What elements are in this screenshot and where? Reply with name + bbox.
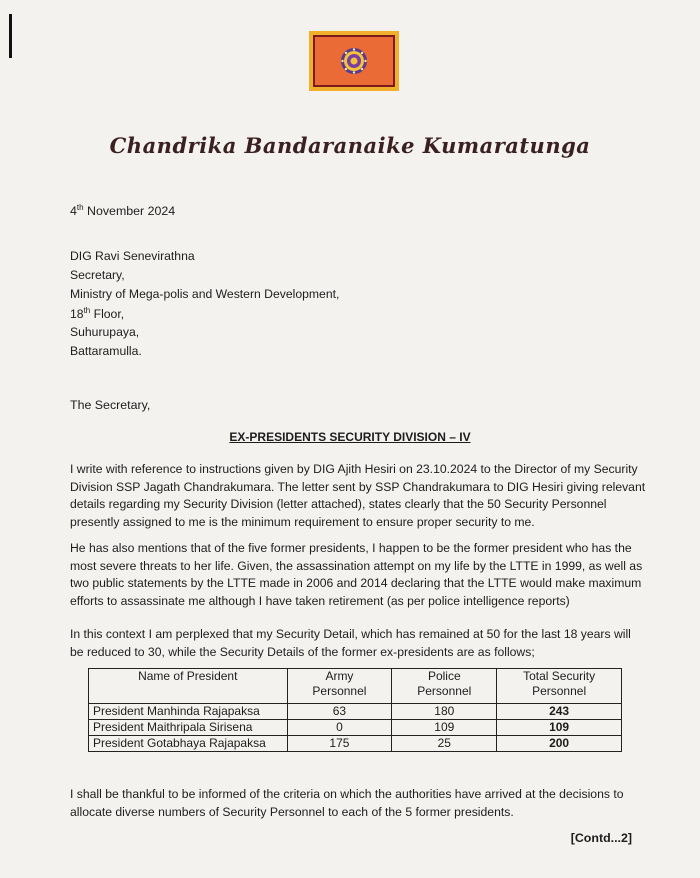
address-line: DIG Ravi Senevirathna xyxy=(70,249,195,263)
date-suffix: th xyxy=(76,203,84,212)
flag-emblem xyxy=(309,31,399,91)
paragraph-line: allocate diverse numbers of Security Personnel to each of the 5 former presidents. xyxy=(70,804,514,819)
table-row xyxy=(89,720,622,736)
cell-army: 175 xyxy=(287,736,392,752)
paragraph-line: I write with reference to instructions given by DIG Ajith Hesiri on 23.10.2024 to the Director of my Security xyxy=(70,462,638,476)
cell-total: 200 xyxy=(497,736,622,752)
paragraph-3 xyxy=(70,626,640,661)
paragraph-2 xyxy=(70,540,643,610)
emblem-field xyxy=(313,35,395,87)
paragraph-line: efforts to assassinate me although I have taken retirement (as per police intelligence reports) xyxy=(70,593,570,608)
header-total: Total Security Personnel xyxy=(497,669,622,704)
lotus-emblem-icon xyxy=(339,46,369,76)
letter-date xyxy=(70,203,175,218)
security-personnel-table xyxy=(88,668,622,752)
floor-rest: Floor, xyxy=(90,307,125,322)
cell-police: 109 xyxy=(392,720,497,736)
cell-army: 63 xyxy=(287,704,392,720)
cell-total: 243 xyxy=(497,704,622,720)
paragraph-1 xyxy=(70,461,646,531)
date-rest: November 2024 xyxy=(83,204,176,219)
address-line xyxy=(70,306,124,321)
table-row xyxy=(89,704,622,720)
date-day: 4 xyxy=(70,204,77,219)
table-row xyxy=(89,736,622,752)
address-line: Suhurupaya, xyxy=(70,325,140,339)
cell-president-name: President Manhinda Rajapaksa xyxy=(89,704,288,720)
header-name: Name of President xyxy=(89,669,288,704)
paragraph-line: be reduced to 30, while the Security Details of the former ex-presidents are as follows; xyxy=(70,644,535,659)
floor-suffix: th xyxy=(83,306,91,315)
address-line: Ministry of Mega-polis and Western Development, xyxy=(70,287,340,301)
address-line: Secretary, xyxy=(70,268,125,282)
paragraph-line: I shall be thankful to be informed of the criteria on which the authorities have arrived at the decisions to xyxy=(70,787,624,801)
salutation: The Secretary, xyxy=(70,398,151,412)
cell-president-name: President Maithripala Sirisena xyxy=(89,720,288,736)
continuation-marker: [Contd...2] xyxy=(570,831,632,845)
header-army: Army Personnel xyxy=(287,669,392,704)
paragraph-4 xyxy=(70,786,640,821)
cell-total: 109 xyxy=(497,720,622,736)
paragraph-line: details regarding my Security Division (letter attached), states clearly that the 50 Security Personnel xyxy=(70,497,607,511)
header-police: Police Personnel xyxy=(392,669,497,704)
cell-army: 0 xyxy=(287,720,392,736)
paragraph-line: most severe threats to her life. Given, the assassination attempt on my life by the LTTE in 1999, as well as xyxy=(70,558,643,573)
cell-police: 25 xyxy=(392,736,497,752)
address-line: Battaramulla. xyxy=(70,344,142,358)
paragraph-line: Division SSP Jagath Chandrakumara. The letter sent by SSP Chandrakumara to DIG Hesiri giving relevant xyxy=(70,479,646,494)
letterhead-name: Chandrika Bandaranaike Kumaratunga xyxy=(109,133,591,158)
scan-edge-mark xyxy=(9,14,12,58)
cell-police: 180 xyxy=(392,704,497,720)
paragraph-line: presently assigned to me is the minimum requirement to ensure proper security to me. xyxy=(70,514,535,529)
cell-president-name: President Gotabhaya Rajapaksa xyxy=(89,736,288,752)
paragraph-line: In this context I am perplexed that my Security Detail, which has remained at 50 for the last 18 years will xyxy=(70,627,631,641)
paragraph-line: He has also mentions that of the five former presidents, I happen to be the former president who has the xyxy=(70,541,632,555)
subject-heading: EX-PRESIDENTS SECURITY DIVISION – IV xyxy=(229,430,471,444)
paragraph-line: two public statements by the LTTE made in 2006 and 2014 declaring that the LTTE would make maximum xyxy=(70,576,642,590)
table-header-row xyxy=(89,669,622,704)
floor-number: 18 xyxy=(70,307,84,322)
